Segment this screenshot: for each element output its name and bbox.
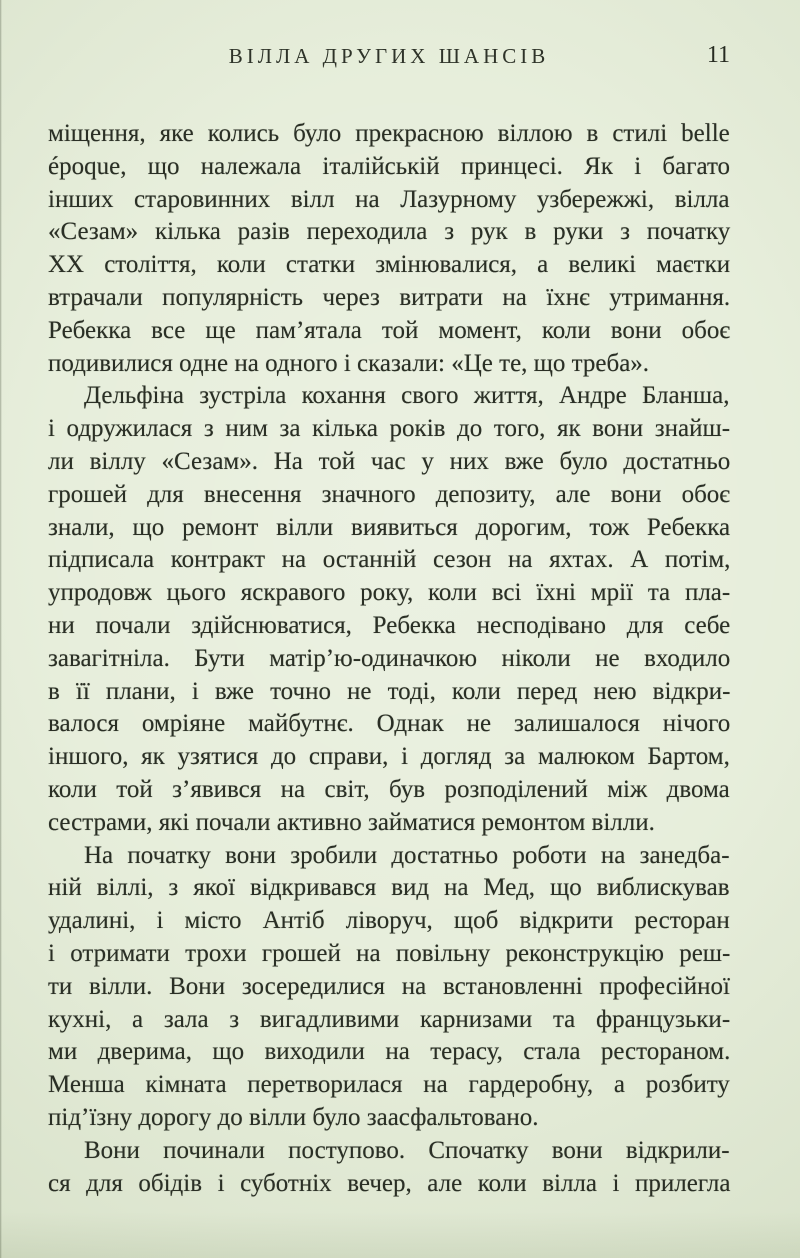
text-line: коли той з’явився на світ, був розподілений між двома	[48, 775, 730, 803]
text-line: ли віллу «Сезам». На той час у них вже було достатньо	[48, 447, 731, 475]
text-line: інших старовинних вілл на Лазурному узбережжі, вілла	[48, 185, 730, 213]
text-line: ній віллі, з якої відкривався вид на Мед, що виблискував	[48, 874, 730, 902]
text-line: подивилися одне на одного і сказали: «Це те, що треба».	[48, 349, 650, 377]
text-line: Вони починали поступово. Спочатку вони відкрили-	[84, 1136, 730, 1164]
text-line: удалині, і місто Антіб ліворуч, щоб відкрити ресторан	[48, 907, 730, 935]
text-line: На початку вони зробили достатньо роботи на занедба-	[84, 841, 730, 869]
text-line: під’їзну дорогу до вілли було заасфальтовано.	[48, 1103, 539, 1131]
text-line: Дельфіна зустріла кохання свого життя, Андре Бланша,	[84, 382, 730, 410]
text-line: Ребекка все ще пам’ятала той момент, коли вони обоє	[48, 316, 731, 344]
text-line: завагітніла. Бути матір’ю-одиначкою ніколи не входило	[48, 644, 731, 672]
running-title: ВІЛЛА ДРУГИХ ШАНСІВ	[228, 44, 550, 68]
text-line: і одружилася з ним за кілька років до того, як вони знайш-	[48, 415, 731, 443]
page-number: 11	[706, 42, 730, 68]
text-line: іншого, як узятися до справи, і догляд за малюком Бартом,	[48, 743, 730, 771]
text-line: кухні, а зала з вигадливими карнизами та французьки-	[48, 1005, 731, 1033]
text-line: грошей для внесення значного депозиту, але вони обоє	[48, 480, 731, 508]
text-line: міщення, яке колись було прекрасною віллою в стилі belle	[48, 120, 730, 147]
text-block	[48, 118, 730, 1200]
page-header	[48, 44, 730, 74]
text-line: сестрами, які почали активно займатися ремонтом вілли.	[48, 808, 655, 836]
text-line: підписала контракт на останній сезон на яхтах. А потім,	[48, 546, 731, 574]
text-line: ми дверима, що виходили на терасу, стала рестораном.	[48, 1038, 731, 1066]
text-line: в її плани, і вже точно не тоді, коли перед нею відкри-	[48, 677, 731, 705]
text-line: і отримати трохи грошей на повільну реконструкцію реш-	[48, 939, 731, 967]
text-line: втрачали популярність через витрати на їхнє утримання.	[48, 283, 731, 311]
text-line: знали, що ремонт вілли виявиться дорогим, тож Ребекка	[48, 513, 731, 541]
text-line: ХХ століття, коли статки змінювалися, а великі маєтки	[48, 251, 731, 279]
text-line: упродовж цього яскравого року, коли всі їхні мрії та пла-	[48, 579, 731, 607]
text-line: ти вілли. Вони зосередилися на встановленні професійної	[48, 972, 730, 1000]
text-line: «Сезам» кілька разів переходила з рук в руки з початку	[48, 218, 731, 246]
text-line: валося омріяне майбутнє. Однак не залишалося нічого	[48, 710, 731, 738]
text-line: ни почали здійснюватися, Ребекка несподівано для себе	[48, 611, 731, 639]
text-line: époque, що належала італійській принцесі. Як і багато	[48, 152, 731, 180]
text-line: Менша кімната перетворилася на гардеробну, а розбиту	[48, 1071, 730, 1099]
text-line: ся для обідів і суботніх вечер, але коли вілла і прилегла	[48, 1169, 731, 1197]
